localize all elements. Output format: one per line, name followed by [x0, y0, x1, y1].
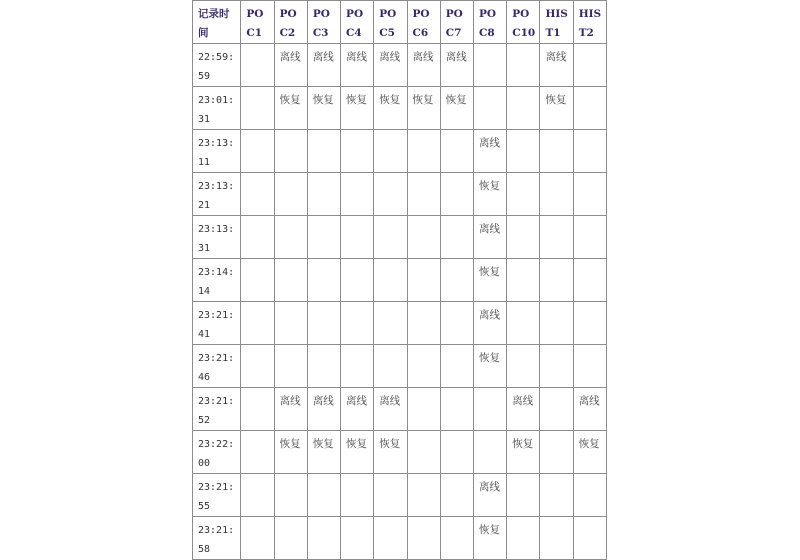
column-header: POC6 — [407, 1, 440, 44]
column-header: HIST2 — [573, 1, 606, 44]
table-row — [193, 388, 607, 431]
status-cell — [241, 517, 274, 560]
status-cell — [274, 216, 307, 259]
status-cell — [540, 216, 573, 259]
status-cell — [573, 517, 606, 560]
status-cell — [307, 345, 340, 388]
status-cell — [407, 517, 440, 560]
status-cell — [374, 216, 407, 259]
status-cell — [241, 216, 274, 259]
status-cell — [407, 259, 440, 302]
status-cell — [241, 474, 274, 517]
status-cell — [307, 130, 340, 173]
status-cell — [440, 474, 473, 517]
status-cell — [507, 44, 540, 87]
status-cell — [274, 474, 307, 517]
time-cell: 23:14:14 — [193, 259, 241, 302]
column-header: POC2 — [274, 1, 307, 44]
status-cell: 恢复 — [374, 87, 407, 130]
time-cell: 23:13:11 — [193, 130, 241, 173]
time-cell: 23:01:31 — [193, 87, 241, 130]
status-cell — [407, 431, 440, 474]
status-cell — [507, 87, 540, 130]
status-cell — [573, 44, 606, 87]
status-cell: 恢复 — [573, 431, 606, 474]
status-cell — [473, 431, 506, 474]
status-cell — [307, 216, 340, 259]
status-cell — [241, 302, 274, 345]
status-cell — [407, 345, 440, 388]
status-cell — [407, 216, 440, 259]
status-cell — [573, 87, 606, 130]
status-cell: 离线 — [573, 388, 606, 431]
time-cell: 23:21:58 — [193, 517, 241, 560]
status-cell — [407, 302, 440, 345]
status-cell — [573, 259, 606, 302]
status-cell: 恢复 — [473, 345, 506, 388]
status-cell — [507, 517, 540, 560]
status-cell — [573, 130, 606, 173]
status-cell: 离线 — [374, 44, 407, 87]
status-cell: 离线 — [341, 44, 374, 87]
status-cell — [274, 130, 307, 173]
status-cell — [507, 130, 540, 173]
status-cell — [241, 388, 274, 431]
status-cell: 恢复 — [507, 431, 540, 474]
status-cell — [374, 474, 407, 517]
status-cell — [274, 259, 307, 302]
status-cell: 离线 — [440, 44, 473, 87]
table-row — [193, 259, 607, 302]
status-cell — [374, 173, 407, 216]
status-cell — [374, 302, 407, 345]
status-cell — [407, 130, 440, 173]
status-cell — [274, 302, 307, 345]
status-cell — [440, 517, 473, 560]
status-cell — [507, 345, 540, 388]
status-cell — [440, 388, 473, 431]
status-cell — [540, 345, 573, 388]
column-header: POC4 — [341, 1, 374, 44]
status-cell — [407, 474, 440, 517]
status-cell: 离线 — [307, 388, 340, 431]
time-cell: 23:21:55 — [193, 474, 241, 517]
status-cell: 离线 — [473, 216, 506, 259]
status-cell: 恢复 — [341, 87, 374, 130]
status-cell: 恢复 — [440, 87, 473, 130]
status-cell: 离线 — [407, 44, 440, 87]
table-row — [193, 474, 607, 517]
status-cell — [540, 130, 573, 173]
status-cell: 恢复 — [473, 173, 506, 216]
status-cell — [307, 173, 340, 216]
status-cell — [507, 216, 540, 259]
status-cell — [307, 302, 340, 345]
status-cell: 恢复 — [274, 431, 307, 474]
table-row — [193, 302, 607, 345]
status-cell — [341, 216, 374, 259]
column-header: HIST1 — [540, 1, 573, 44]
status-cell — [440, 302, 473, 345]
status-cell — [374, 345, 407, 388]
status-cell — [440, 259, 473, 302]
status-cell — [540, 302, 573, 345]
status-cell: 恢复 — [274, 87, 307, 130]
status-cell — [241, 173, 274, 216]
status-cell — [341, 259, 374, 302]
time-cell: 23:13:31 — [193, 216, 241, 259]
status-cell — [507, 259, 540, 302]
status-cell: 恢复 — [473, 259, 506, 302]
table-row — [193, 216, 607, 259]
status-cell — [573, 173, 606, 216]
status-cell — [274, 345, 307, 388]
status-cell — [507, 302, 540, 345]
status-cell — [241, 259, 274, 302]
status-cell — [573, 474, 606, 517]
table-row — [193, 431, 607, 474]
status-cell — [241, 44, 274, 87]
status-cell — [241, 345, 274, 388]
status-cell: 离线 — [341, 388, 374, 431]
status-cell: 离线 — [473, 130, 506, 173]
status-log-table — [192, 0, 607, 560]
status-cell — [341, 345, 374, 388]
status-cell: 离线 — [374, 388, 407, 431]
table-row — [193, 130, 607, 173]
status-cell — [473, 44, 506, 87]
status-cell: 恢复 — [307, 87, 340, 130]
column-header: POC5 — [374, 1, 407, 44]
time-cell: 23:21:41 — [193, 302, 241, 345]
column-header: 记录时间 — [193, 1, 241, 44]
status-cell — [540, 259, 573, 302]
status-cell — [241, 130, 274, 173]
status-cell: 恢复 — [307, 431, 340, 474]
status-cell — [440, 216, 473, 259]
status-cell: 离线 — [274, 388, 307, 431]
table-row — [193, 173, 607, 216]
status-cell — [573, 345, 606, 388]
status-cell — [341, 173, 374, 216]
status-cell — [341, 130, 374, 173]
column-header: POC8 — [473, 1, 506, 44]
column-header: POC10 — [507, 1, 540, 44]
status-cell: 离线 — [274, 44, 307, 87]
status-cell: 恢复 — [407, 87, 440, 130]
status-cell: 离线 — [473, 474, 506, 517]
status-cell — [341, 517, 374, 560]
status-cell — [473, 388, 506, 431]
status-cell — [573, 216, 606, 259]
status-cell — [507, 474, 540, 517]
table-row — [193, 87, 607, 130]
status-cell — [374, 517, 407, 560]
table-row — [193, 517, 607, 560]
time-cell: 23:21:52 — [193, 388, 241, 431]
status-cell: 恢复 — [473, 517, 506, 560]
status-cell: 恢复 — [341, 431, 374, 474]
time-cell: 22:59:59 — [193, 44, 241, 87]
status-cell — [341, 302, 374, 345]
status-cell — [540, 173, 573, 216]
status-cell — [274, 173, 307, 216]
status-cell — [573, 302, 606, 345]
status-cell — [540, 388, 573, 431]
status-cell: 离线 — [507, 388, 540, 431]
time-cell: 23:21:46 — [193, 345, 241, 388]
table-row — [193, 345, 607, 388]
status-cell — [440, 173, 473, 216]
status-cell — [440, 345, 473, 388]
status-cell — [407, 388, 440, 431]
status-cell — [507, 173, 540, 216]
time-cell: 23:13:21 — [193, 173, 241, 216]
status-cell — [241, 87, 274, 130]
time-cell: 23:22:00 — [193, 431, 241, 474]
column-header: POC1 — [241, 1, 274, 44]
status-cell — [307, 474, 340, 517]
status-cell: 恢复 — [374, 431, 407, 474]
status-cell — [473, 87, 506, 130]
status-cell — [274, 517, 307, 560]
status-cell: 离线 — [307, 44, 340, 87]
status-cell — [540, 517, 573, 560]
status-cell — [440, 130, 473, 173]
status-cell — [407, 173, 440, 216]
table-row — [193, 44, 607, 87]
status-cell: 离线 — [540, 44, 573, 87]
status-cell — [540, 431, 573, 474]
status-cell — [241, 431, 274, 474]
status-cell — [307, 259, 340, 302]
status-cell — [440, 431, 473, 474]
status-cell: 恢复 — [540, 87, 573, 130]
status-cell — [307, 517, 340, 560]
status-cell — [374, 259, 407, 302]
status-cell — [540, 474, 573, 517]
column-header: POC7 — [440, 1, 473, 44]
status-cell — [341, 474, 374, 517]
column-header: POC3 — [307, 1, 340, 44]
header-row — [193, 1, 607, 44]
status-cell: 离线 — [473, 302, 506, 345]
status-cell — [374, 130, 407, 173]
